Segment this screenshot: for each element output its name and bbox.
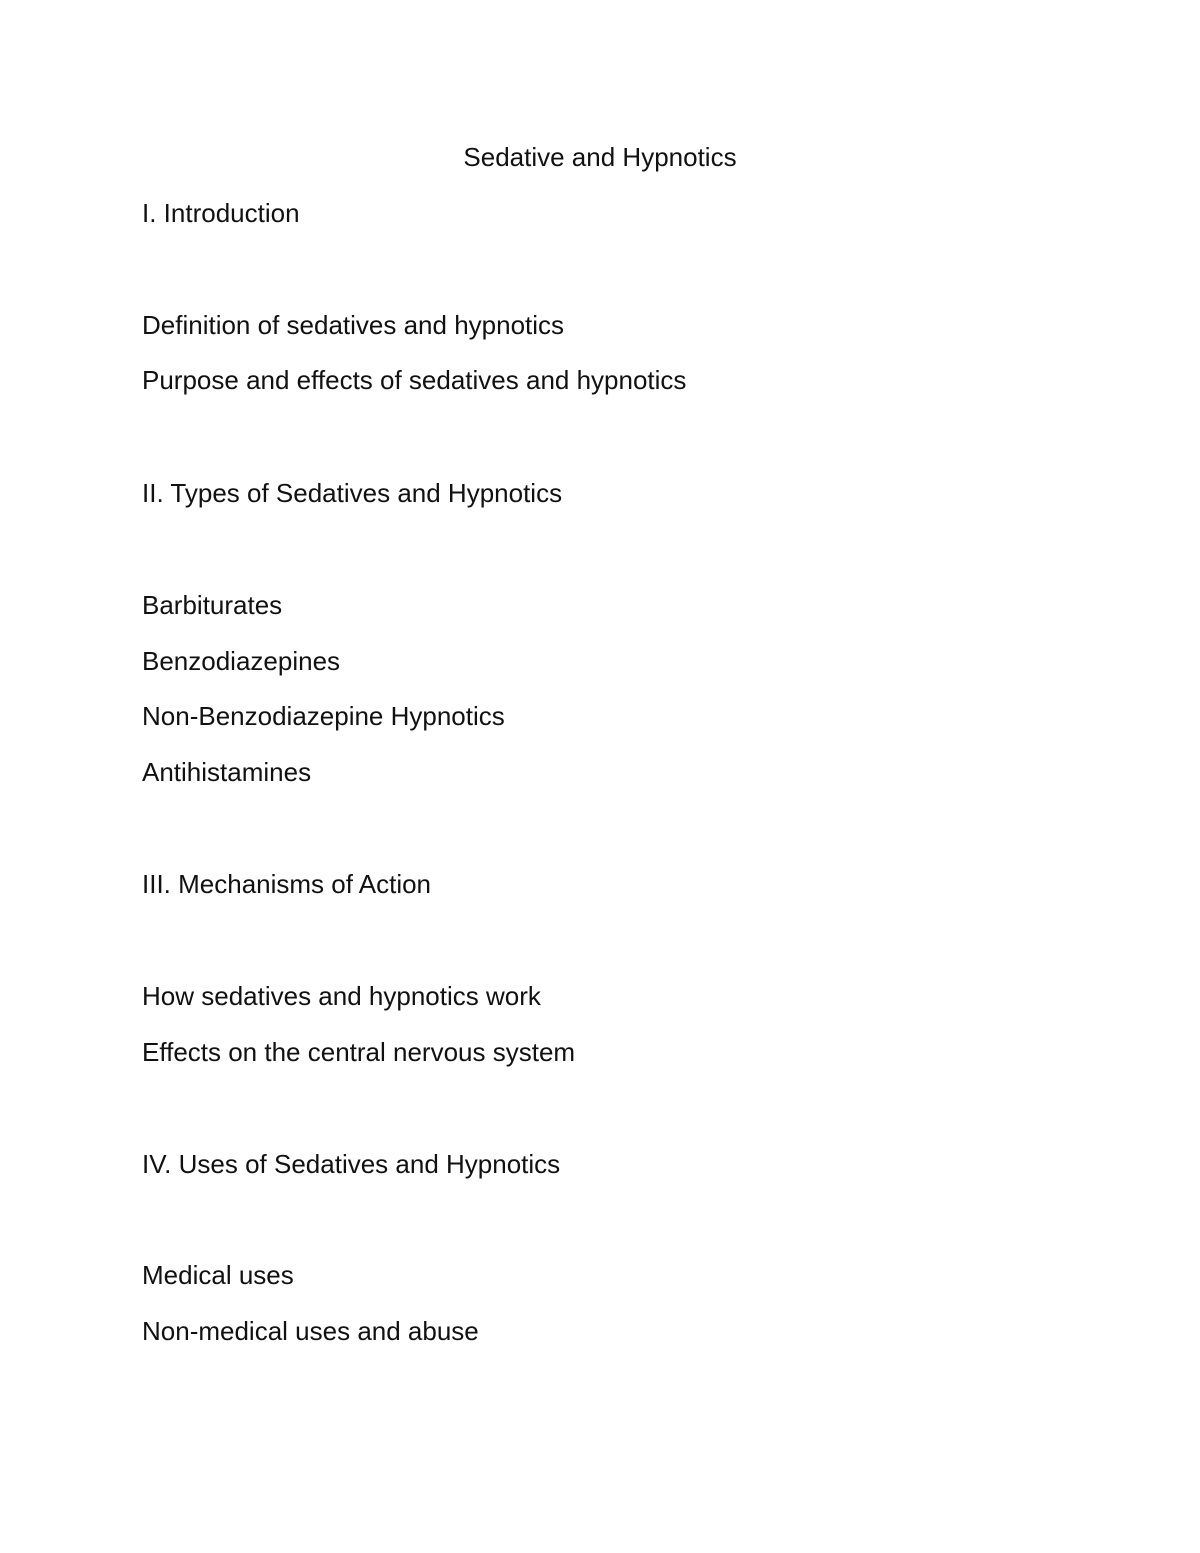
list-item: Barbiturates: [142, 590, 283, 620]
list-item: How sedatives and hypnotics work: [142, 981, 541, 1011]
list-item: Medical uses: [142, 1260, 294, 1290]
section-heading-types: II. Types of Sedatives and Hypnotics: [142, 478, 563, 508]
list-item: Benzodiazepines: [142, 646, 341, 676]
list-item: Effects on the central nervous system: [142, 1037, 576, 1067]
list-item: Purpose and effects of sedatives and hypnotics: [142, 365, 687, 395]
list-item: Non-medical uses and abuse: [142, 1316, 479, 1346]
list-item: Antihistamines: [142, 757, 312, 787]
section-heading-introduction: I. Introduction: [142, 198, 300, 228]
section-heading-uses: IV. Uses of Sedatives and Hypnotics: [142, 1149, 561, 1179]
document-title: Sedative and Hypnotics: [463, 142, 737, 172]
section-heading-mechanisms: III. Mechanisms of Action: [142, 869, 432, 899]
list-item: Definition of sedatives and hypnotics: [142, 310, 565, 340]
list-item: Non-Benzodiazepine Hypnotics: [142, 701, 505, 731]
